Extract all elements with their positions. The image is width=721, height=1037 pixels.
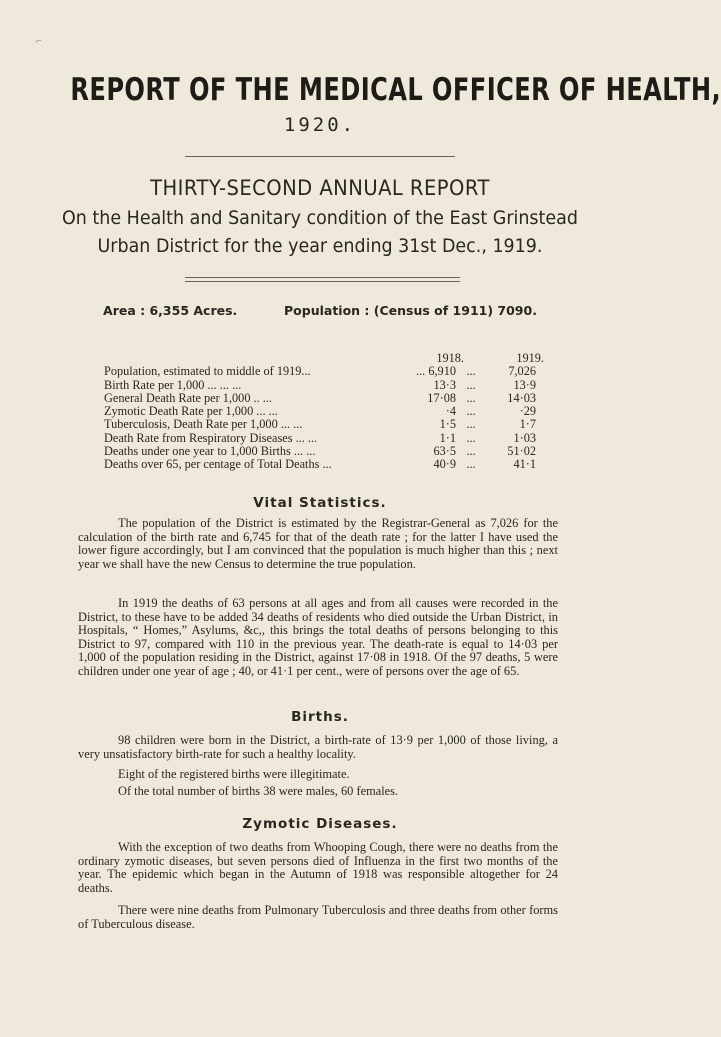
leader-dots: ... [466,457,476,472]
statistics-row [104,432,544,445]
tuberculosis-text [78,904,558,931]
subtitle-line-1: On the Health and Sanitary condition of the East Grinstead [62,207,578,229]
report-title: REPORT OF THE MEDICAL OFFICER OF HEALTH, [70,72,721,108]
divider [185,277,460,278]
row-label: Birth Rate per 1,000 ... ... ... [104,377,242,392]
births-by-sex-text: Of the total number of births 38 were males, 60 females. [118,784,399,798]
subtitle-line-2: Urban District for the year ending 31st Dec., 1919. [97,235,543,257]
deaths-text [78,597,558,679]
population-text: Population : (Census of 1911) 7090. [284,303,537,318]
illegitimate-births-text: Eight of the registered births were illegitimate. [118,767,350,781]
vital-statistics-heading: Vital Statistics. [253,495,387,511]
statistics-row [104,379,544,392]
value-1919: 13·9 [513,377,536,392]
zymotic-diseases-text [78,841,558,895]
statistics-row [104,418,544,431]
value-1919: 7,026 [508,364,536,379]
vital-statistics-text [78,517,558,571]
paragraph: There were nine deaths from Pulmonary Tuberculosis and three deaths from other forms of Tuberculous disease. [78,903,558,931]
statistics-row [104,445,544,458]
report-year: 1920. [283,114,357,136]
divider [185,281,460,282]
value-1918: 17·08 [427,390,456,405]
row-label: Zymotic Death Rate per 1,000 ... ... [104,404,278,419]
leader-dots: ... [466,377,476,392]
row-label: Tuberculosis, Death Rate per 1,000 ... ... [104,417,303,432]
value-1918: ·4 [445,404,456,419]
value-1919: 51·02 [507,444,536,459]
leader-dots: ... [466,430,476,445]
statistics-row [104,458,544,471]
statistics-table [104,352,544,472]
value-1919: 14·03 [507,390,536,405]
births-heading: Births. [291,709,349,725]
paragraph: In 1919 the deaths of 63 persons at all ages and from all causes were recorded in the District, to these have to be added 34 deaths of residents who died outside the Urban District, in Hospitals, “ Homes,” Asylums, &c,, this brings the total deaths of persons belonging to this District to 97, compared with 110 in the previous year. The death-rate is equal to 14·03 per 1,000 of the population residing in the District, against 17·08 in 1918. Of the 97 deaths, 5 were children under one year of age ; 40, or 41·1 per cent., were of persons over the age of 65. [78,596,558,678]
statistics-row [104,365,544,378]
leader-dots: ... [466,364,476,379]
row-label: Death Rate from Respiratory Diseases ... ... [104,430,318,445]
paragraph: 98 children were born in the District, a birth-rate of 13·9 per 1,000 of those living, a very unsatisfactory birth-rate for such a healthy locality. [78,733,558,761]
births-text [78,734,558,761]
area-population-line [0,303,640,318]
value-1919: 41·1 [513,457,536,472]
divider [185,156,455,157]
leader-dots: ... [466,390,476,405]
statistics-row [104,392,544,405]
statistics-row [104,405,544,418]
column-1919: 1919. [516,351,544,365]
leader-dots: ... [466,417,476,432]
row-label: Population, estimated to middle of 1919... [104,364,311,379]
value-1919: 1·03 [513,430,536,445]
row-label: General Death Rate per 1,000 .. ... [104,390,272,405]
value-1918: 1·1 [439,430,456,445]
leader-dots: ... [466,444,476,459]
area-text: Area : 6,355 Acres. [103,303,238,318]
value-1919: ·29 [519,404,536,419]
zymotic-diseases-heading: Zymotic Diseases. [242,816,398,832]
row-label: Deaths under one year to 1,000 Births ... ... [104,444,316,459]
paper-mark: ⌐ [36,36,42,47]
row-label: Deaths over 65, per centage of Total Deaths ... [104,457,332,472]
value-1919: 1·7 [519,417,536,432]
statistics-header [104,352,544,365]
value-1918: 1·5 [439,417,456,432]
paragraph: The population of the District is estimated by the Registrar-General as 7,026 for the calculation of the birth rate and 6,745 for that of the death rate ; for the latter I have used the lower figure accordingly, but I am convinced that the population is much higher than this ; next year we shall have the new Census to determine the true population. [78,516,558,571]
value-1918: 40·9 [433,457,456,472]
value-1918: 63·5 [433,444,456,459]
value-1918: ... 6,910 [416,364,456,379]
value-1918: 13·3 [433,377,456,392]
column-1918: 1918. [436,351,464,365]
leader-dots: ... [466,404,476,419]
annual-report-heading: THIRTY-SECOND ANNUAL REPORT [150,176,490,200]
paragraph: With the exception of two deaths from Whooping Cough, there were no deaths from the ordinary zymotic diseases, but seven persons died of Influenza in the first two months of the year. The epidemic which began in the Autumn of 1918 was responsible altogether for 24 deaths. [78,840,558,895]
